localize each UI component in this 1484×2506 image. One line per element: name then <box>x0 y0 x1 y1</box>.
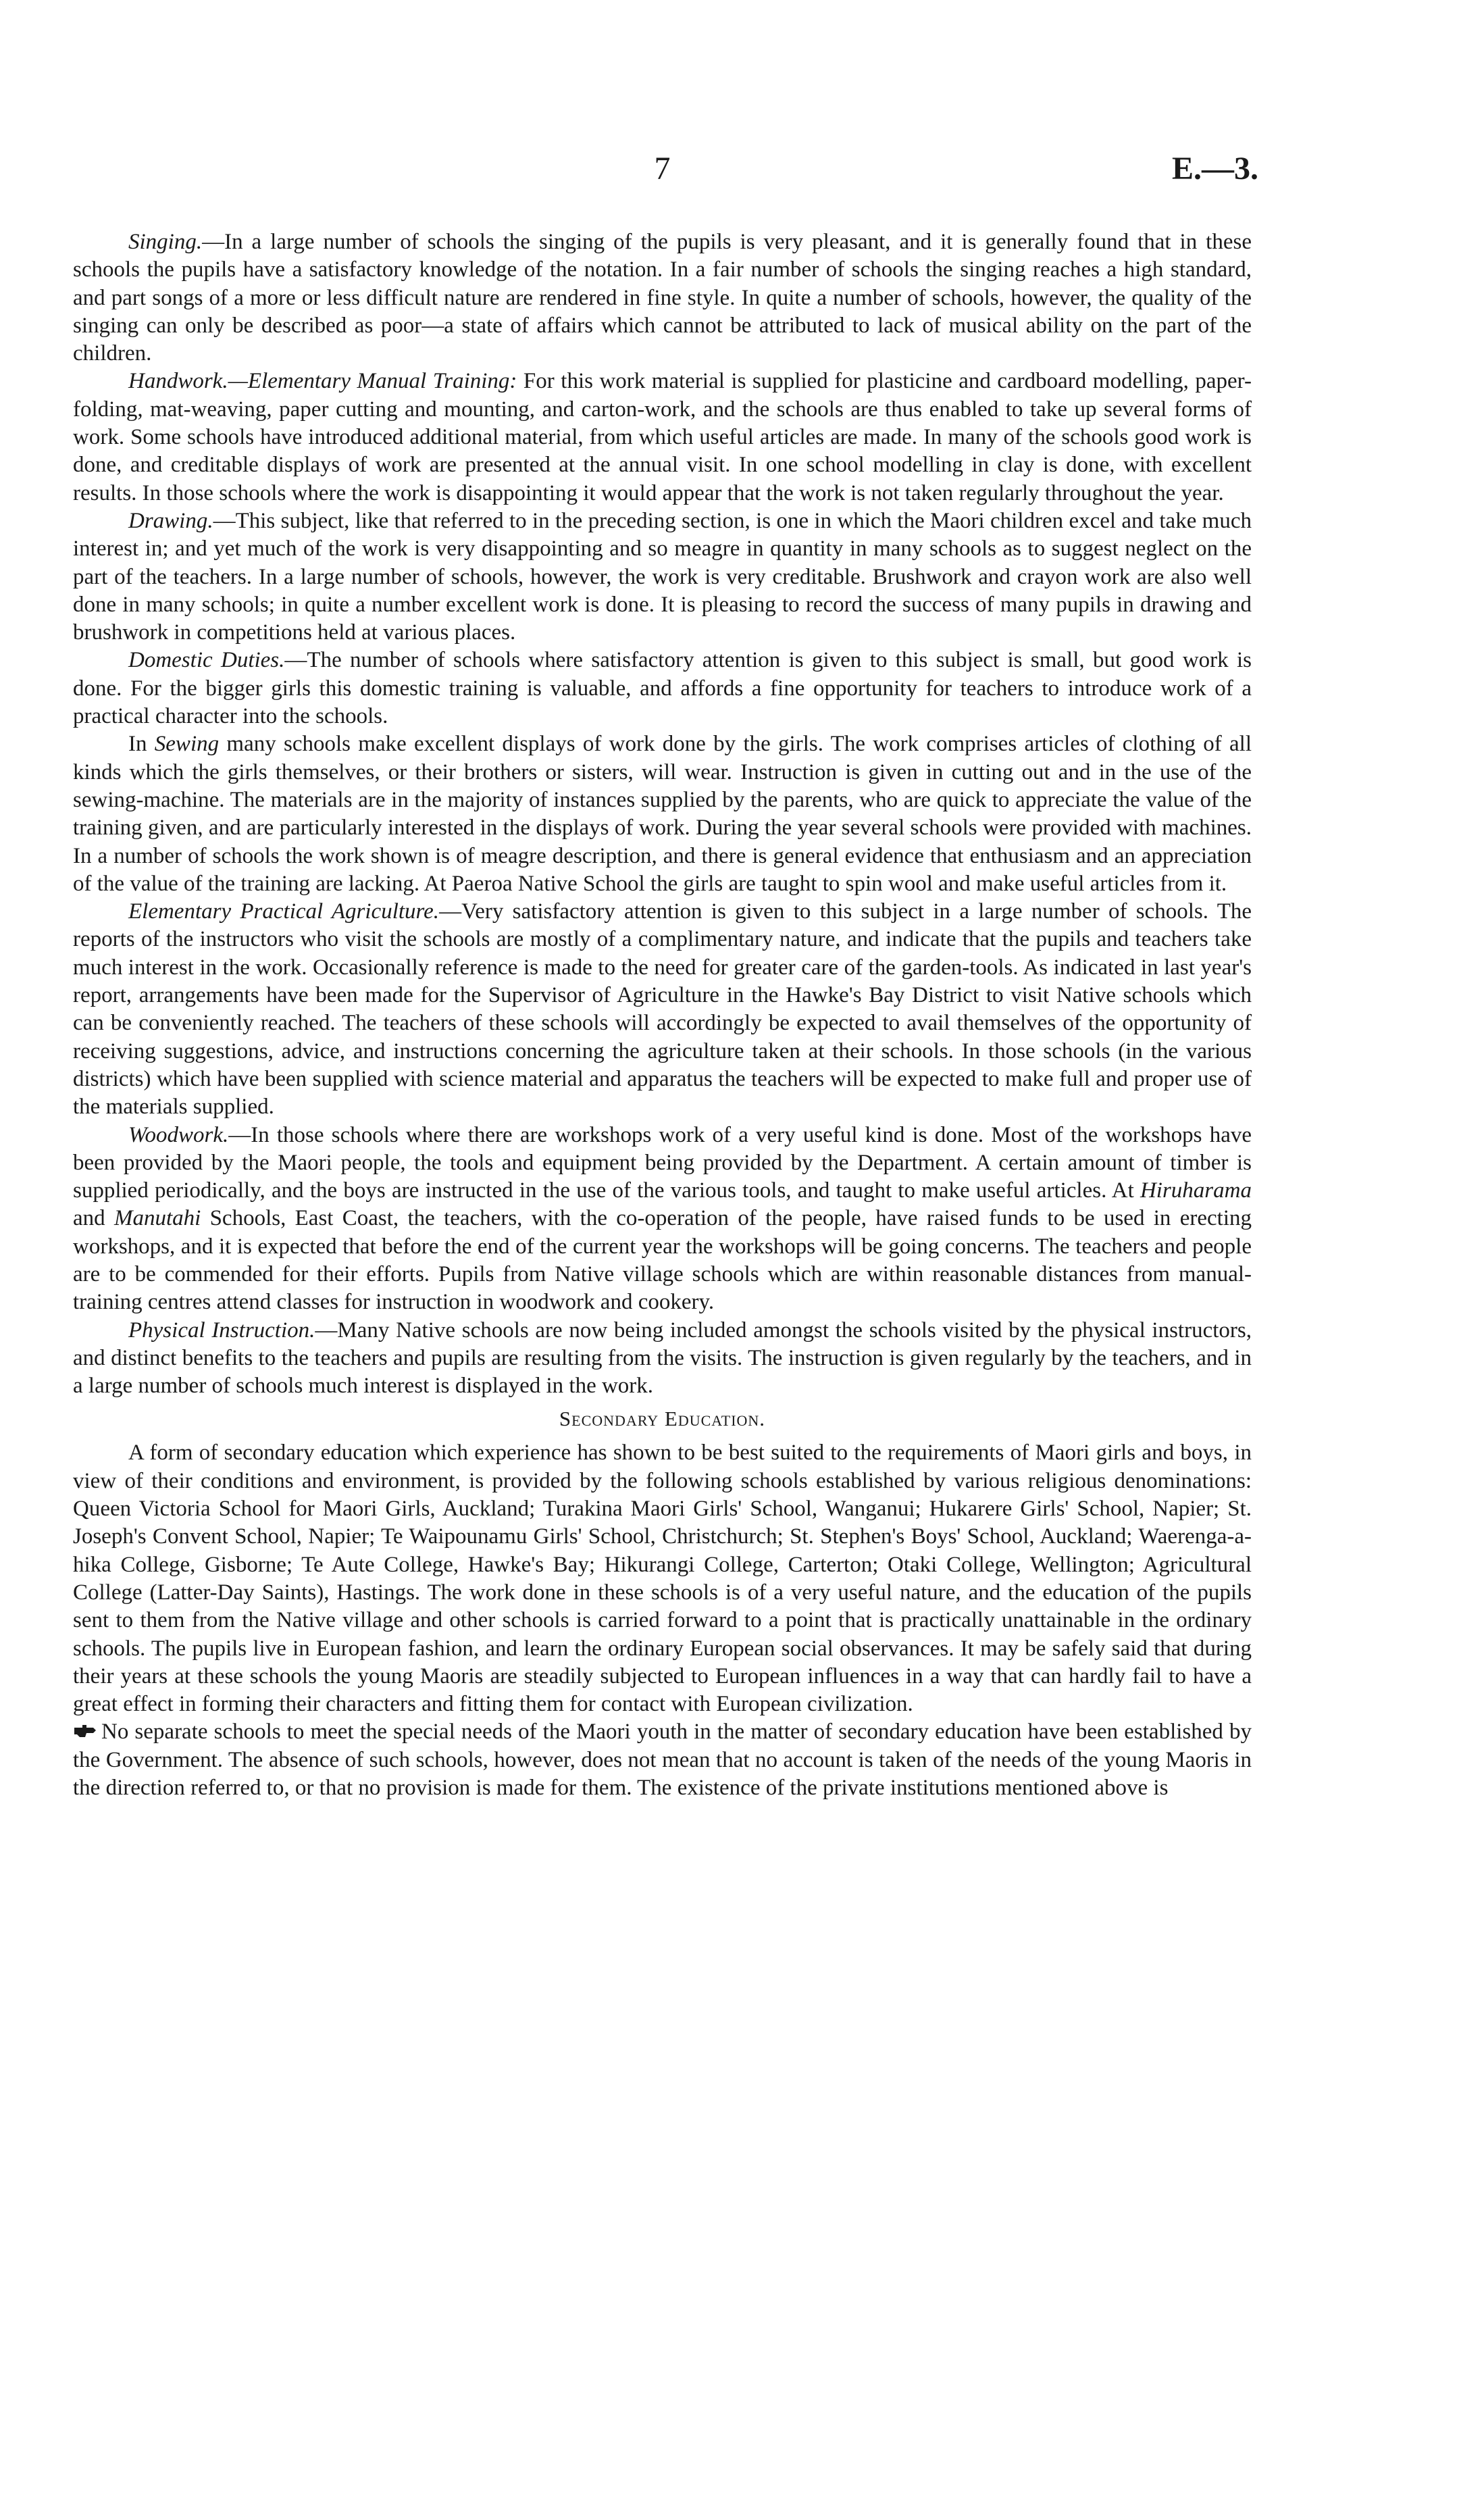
paragraph-title: Handwork.—Elementary Manual Training: <box>128 369 517 394</box>
paragraph-body: —Very satisfactory attention is given to this subject in a large number of schools. The reports of the instructors who visit the schools are mostly of a complimentary nature, and indicate that the pupils and teachers take much interest in the work. Occasionally reference is made to the need for greater care of the garden-tools. As indicated in last year's report, arrangements have been made for the Supervisor of Agriculture in the Hawke's Bay District to visit Native schools which can be conveniently reached. The teachers of these schools will accordingly be expected to avail themselves of the opportunity of receiving suggestions, advice, and instructions concerning the agriculture taken at their schools. In those schools (in the various districts) which have been supplied with science material and apparatus the teachers will be expected to make full and proper use of the materials supplied. <box>73 899 1252 1120</box>
paragraph-woodwork <box>73 1122 1252 1317</box>
paragraph-body: No separate schools to meet the special needs of the Maori youth in the matter of secondary education have been established by the Government. The absence of such schools, however, does not mean that no account is taken of the needs of the young Maoris in the direction referred to, or that no provision is made for them. The existence of the private institutions mentioned above is <box>73 1720 1252 1801</box>
paragraph-drawing <box>73 507 1252 647</box>
paragraph-body: —The number of schools where satisfactory attention is given to this subject is small, but good work is done. For the bigger girls this domestic training is valuable, and affords a fine opportunity for teachers to introduce work of a practical character into the schools. <box>73 648 1252 729</box>
paragraph-title: Physical Instruction. <box>128 1318 315 1343</box>
paragraph-agriculture <box>73 898 1252 1121</box>
paragraph-no-separate-schools <box>73 1718 1252 1802</box>
paragraph-domestic-duties <box>73 647 1252 730</box>
paragraph-body: —Many Native schools are now being included amongst the schools visited by the physical instructors, and distinct benefits to the teachers and pupils are resulting from the visits. The instruction is given regularly by the teachers, and in a large number of schools much interest is displayed in the work. <box>73 1318 1252 1399</box>
paragraph-body: —This subject, like that referred to in the preceding section, is one in which the Maori children excel and take much interest in; and yet much of the work is very disappointing and so meagre in quantity in many schools as to suggest neglect on the part of the teachers. In a large number of schools, however, the work is very creditable. Brushwork and crayon work are also well done in many schools; in quite a number excellent work is done. It is pleasing to record the success of many pupils in drawing and brushwork in competitions held at various places. <box>73 508 1252 645</box>
paragraph-body: many schools make excellent displays of work done by the girls. The work comprises articles of clothing of all kinds which the girls themselves, or their brothers or sisters, will wear. Instruction is given in cutting out and in the use of the sewing-machine. The materials are in the majority of instances supplied by the parents, who are quick to appreciate the value of the training given, and are particularly interested in the displays of work. During the year several schools were provided with machines. In a number of schools the work shown is of meagre description, and there is general evidence that enthusiasm and an appreciation of the value of the training are lacking. At Paeroa Native School the girls are taught to spin wool and make useful articles from it. <box>73 732 1252 896</box>
pointing-hand-icon <box>73 1722 97 1740</box>
paragraph-prefix: In <box>128 732 155 757</box>
paragraph-title: Drawing. <box>128 508 213 533</box>
document-reference: E.—3. <box>1171 151 1258 186</box>
paragraph-body: and <box>73 1206 114 1231</box>
paragraph-title: Woodwork. <box>128 1122 229 1147</box>
section-heading: Secondary Education. <box>559 1407 766 1431</box>
paragraph-sewing <box>73 730 1252 898</box>
page-number: 7 <box>654 151 671 186</box>
paragraph-handwork <box>73 368 1252 507</box>
place-name: Manutahi <box>113 1206 201 1231</box>
paragraph-title: Sewing <box>154 732 220 757</box>
paragraph-title: Singing. <box>128 230 203 254</box>
paragraph-title: Domestic Duties. <box>128 648 285 673</box>
place-name: Hiruharama <box>1140 1178 1252 1203</box>
paragraph-title: Elementary Practical Agriculture. <box>128 899 440 924</box>
paragraph-body: —In a large number of schools the singing of the pupils is very pleasant, and it is generally found that in these schools the pupils have a satisfactory knowledge of the notation. In a fair number of schools the singing reaches a high standard, and part songs of a more or less difficult nature are rendered in fine style. In quite a number of schools, however, the quality of the singing can only be described as poor—a state of affairs which cannot be attributed to lack of musical ability on the part of the children. <box>73 230 1252 366</box>
paragraph-body: —In those schools where there are workshops work of a very useful kind is done. Most of the workshops have been provided by the Maori people, the tools and equipment being provided by the Department. A certain amount of timber is supplied periodically, and the boys are instructed in the use of the various tools, and taught to make useful articles. At <box>73 1122 1252 1203</box>
paragraph-physical-instruction <box>73 1317 1252 1401</box>
document-page <box>73 149 1258 1802</box>
paragraph-secondary-schools <box>73 1439 1252 1718</box>
paragraph-singing <box>73 228 1252 368</box>
page-header <box>73 149 1258 196</box>
paragraph-body: Schools, East Coast, the teachers, with the co-operation of the people, have raised funds to be used in erecting workshops, and it is expected that before the end of the current year the workshops will be going concerns. The teachers and people are to be commended for their efforts. Pupils from Native village schools which are within reasonable distances from manual-training centres attend classes for instruction in woodwork and cookery. <box>73 1206 1252 1315</box>
paragraph-body: A form of secondary education which experience has shown to be best suited to the requirements of Maori girls and boys, in view of their conditions and environment, is provided by the following schools established by various religious denominations: Queen Victoria School for Maori Girls, Auckland; Turakina Maori Girls' School, Wanganui; Hukarere Girls' School, Napier; St. Joseph's Convent School, Napier; Te Waipounamu Girls' School, Christchurch; St. Stephen's Boys' School, Auckland; Waerenga-a-hika College, Gisborne; Te Aute College, Hawke's Bay; Hikurangi College, Carterton; Otaki College, Wellington; Agricultural College (Latter-Day Saints), Hastings. The work done in these schools is of a very useful nature, and the education of the pupils sent to them from the Native village and other schools is carried forward to a point that is practically unattainable in the ordinary schools. The pupils live in European fashion, and learn the ordinary European social observances. It may be safely said that during their years at these schools the young Maoris are steadily subjected to European influences in a way that can hardly fail to have a great effect in forming their characters and fitting them for contact with European civilization. <box>73 1440 1252 1717</box>
paragraph-body: For this work material is supplied for plasticine and cardboard modelling, paper-folding, mat-weaving, paper cutting and mounting, and carton-work, and the schools are thus enabled to take up several forms of work. Some schools have introduced additional material, from which useful articles are made. In many of the schools good work is done, and creditable displays of work are presented at the annual visit. In one school modelling in clay is done, with excellent results. In those schools where the work is disappointing it would appear that the work is not taken regularly throughout the year. <box>73 369 1252 505</box>
